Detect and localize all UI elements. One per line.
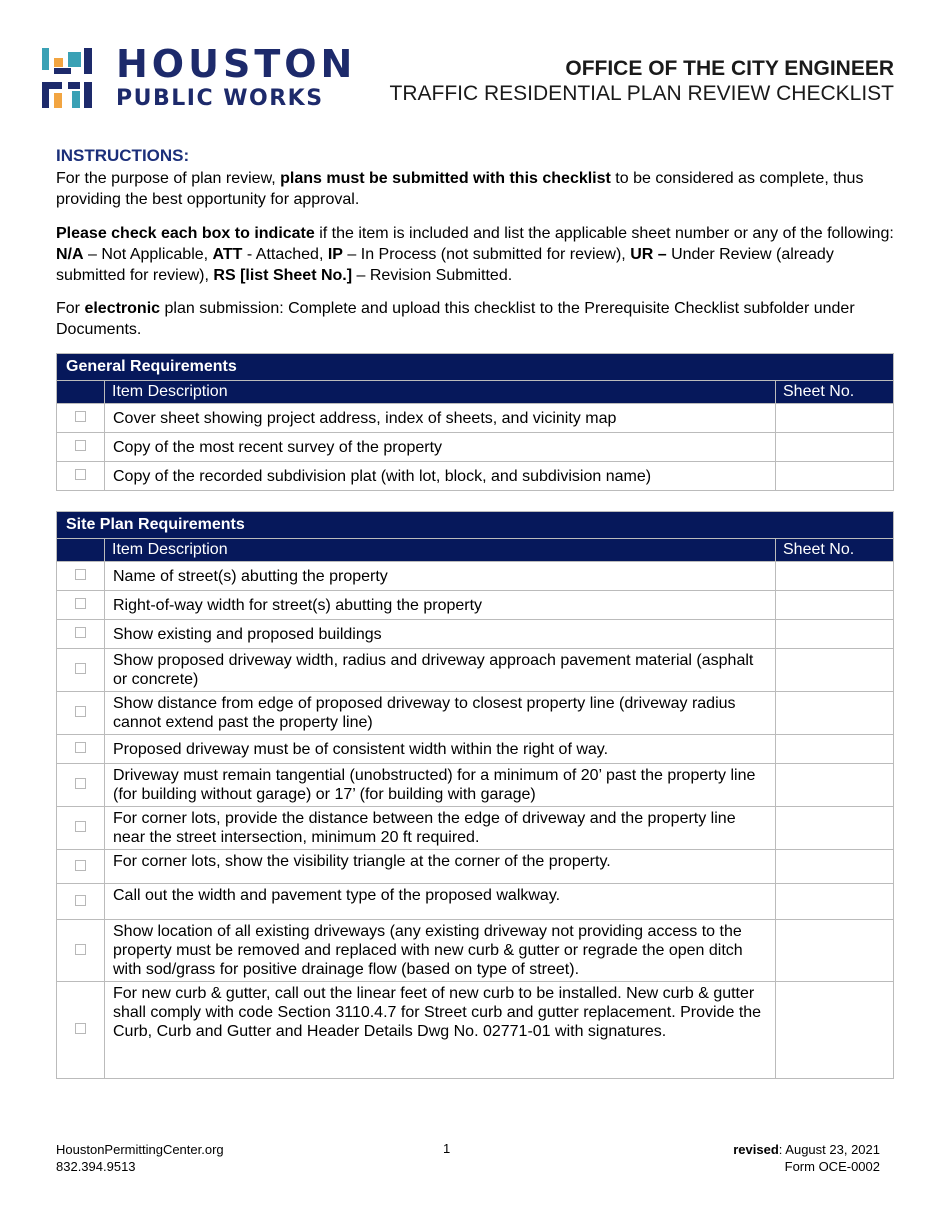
sheet-no-input[interactable] <box>776 884 894 920</box>
table-row <box>57 591 894 620</box>
footer-revision <box>733 1141 880 1175</box>
sheet-no-input[interactable] <box>776 850 894 884</box>
table-row <box>57 735 894 764</box>
table-row <box>57 462 894 491</box>
checkbox[interactable] <box>75 440 86 451</box>
general-requirements-table <box>56 353 894 491</box>
sheet-no-input[interactable] <box>776 764 894 807</box>
table-row <box>57 850 894 884</box>
checkbox[interactable] <box>75 569 86 580</box>
checkbox-column-header <box>57 539 105 562</box>
general-requirements-title: General Requirements <box>57 354 894 381</box>
logo-wordmark-public-works: PUBLIC WORKS <box>116 86 324 111</box>
sheet-no-input[interactable] <box>776 920 894 982</box>
office-title: OFFICE OF THE CITY ENGINEER <box>565 57 894 80</box>
checkbox[interactable] <box>75 778 86 789</box>
sheet-no-input[interactable] <box>776 562 894 591</box>
table-row <box>57 982 894 1079</box>
checkbox[interactable] <box>75 663 86 674</box>
checklist-title: TRAFFIC RESIDENTIAL PLAN REVIEW CHECKLIST <box>389 82 894 105</box>
houston-public-works-logo <box>42 44 362 114</box>
logo-wordmark-houston: HOUSTON <box>116 42 357 86</box>
table-row <box>57 649 894 692</box>
footer-website-link[interactable]: HoustonPermittingCenter.org <box>56 1142 224 1157</box>
site-plan-requirements-table <box>56 511 894 1079</box>
sheet-no-input[interactable] <box>776 982 894 1079</box>
sheet-no-header: Sheet No. <box>776 539 894 562</box>
table-row <box>57 884 894 920</box>
item-description: Copy of the recorded subdivision plat (with lot, block, and subdivision name) <box>105 462 776 491</box>
instructions-paragraph-2: Please check each box to indicate if the item is included and list the applicable sheet number or any of the following: N/A – Not Applicable, ATT - Attached, IP – In Process (not submitted for review), UR – Under Review (already submitted for review), RS [list Sheet No.] – Revision Submitted. <box>56 225 894 284</box>
sheet-no-input[interactable] <box>776 462 894 491</box>
table-row <box>57 562 894 591</box>
page-number: 1 <box>443 1141 451 1156</box>
checkbox[interactable] <box>75 944 86 955</box>
item-description-header: Item Description <box>105 381 776 404</box>
table-row <box>57 433 894 462</box>
checkbox[interactable] <box>75 895 86 906</box>
revised-label: revised <box>733 1142 779 1157</box>
item-description: For corner lots, show the visibility triangle at the corner of the property. <box>105 850 776 884</box>
sheet-no-header: Sheet No. <box>776 381 894 404</box>
item-description-header: Item Description <box>105 539 776 562</box>
revised-date: : August 23, 2021 <box>778 1142 880 1157</box>
sheet-no-input[interactable] <box>776 692 894 735</box>
item-description: Proposed driveway must be of consistent width within the right of way. <box>105 735 776 764</box>
item-description: Copy of the most recent survey of the property <box>105 433 776 462</box>
checkbox[interactable] <box>75 742 86 753</box>
item-description: For new curb & gutter, call out the linear feet of new curb to be installed. New curb & gutter shall comply with code Section 3110.4.7 for Street curb and gutter replacement. Provide the Curb, Curb and Gutter and Header Details Dwg No. 02771-01 with signatures. <box>105 982 776 1079</box>
table-row <box>57 920 894 982</box>
form-number: Form OCE-0002 <box>784 1159 880 1174</box>
checkbox[interactable] <box>75 598 86 609</box>
sheet-no-input[interactable] <box>776 735 894 764</box>
sheet-no-input[interactable] <box>776 620 894 649</box>
checkbox[interactable] <box>75 469 86 480</box>
sheet-no-input[interactable] <box>776 649 894 692</box>
table-row <box>57 620 894 649</box>
table-row <box>57 404 894 433</box>
sheet-no-input[interactable] <box>776 807 894 850</box>
item-description: Right-of-way width for street(s) abutting the property <box>105 591 776 620</box>
item-description: Show distance from edge of proposed driveway to closest property line (driveway radius cannot extend past the property line) <box>105 692 776 735</box>
item-description: Show location of all existing driveways (any existing driveway not providing access to the property must be removed and replaced with new curb & gutter or regrade the open ditch with sod/grass for positive drainage flow (based on type of street). <box>105 920 776 982</box>
checkbox[interactable] <box>75 860 86 871</box>
item-description: Driveway must remain tangential (unobstructed) for a minimum of 20’ past the property line (for building without garage) or 17’ (for building with garage) <box>105 764 776 807</box>
instructions-paragraph-3: For electronic plan submission: Complete and upload this checklist to the Prerequisite Checklist subfolder under Documents. <box>56 300 855 338</box>
item-description: Name of street(s) abutting the property <box>105 562 776 591</box>
item-description: Call out the width and pavement type of the proposed walkway. <box>105 884 776 920</box>
item-description: Show existing and proposed buildings <box>105 620 776 649</box>
item-description: Show proposed driveway width, radius and driveway approach pavement material (asphalt or concrete) <box>105 649 776 692</box>
checkbox[interactable] <box>75 821 86 832</box>
footer-contact <box>56 1141 224 1175</box>
table-row <box>57 764 894 807</box>
checkbox[interactable] <box>75 627 86 638</box>
site-plan-requirements-title: Site Plan Requirements <box>57 512 894 539</box>
checkbox-column-header <box>57 381 105 404</box>
logo-mark-icon <box>42 44 102 110</box>
table-row <box>57 692 894 735</box>
item-description: For corner lots, provide the distance between the edge of driveway and the property line near the street intersection, minimum 20 ft required. <box>105 807 776 850</box>
instructions-paragraph-1: For the purpose of plan review, plans must be submitted with this checklist to be considered as complete, thus providing the best opportunity for approval. <box>56 170 864 208</box>
footer-phone: 832.394.9513 <box>56 1159 136 1174</box>
checkbox[interactable] <box>75 1023 86 1034</box>
instructions-heading: INSTRUCTIONS: <box>56 146 190 165</box>
sheet-no-input[interactable] <box>776 404 894 433</box>
sheet-no-input[interactable] <box>776 433 894 462</box>
item-description: Cover sheet showing project address, index of sheets, and vicinity map <box>105 404 776 433</box>
table-row <box>57 807 894 850</box>
checkbox[interactable] <box>75 411 86 422</box>
checkbox[interactable] <box>75 706 86 717</box>
sheet-no-input[interactable] <box>776 591 894 620</box>
